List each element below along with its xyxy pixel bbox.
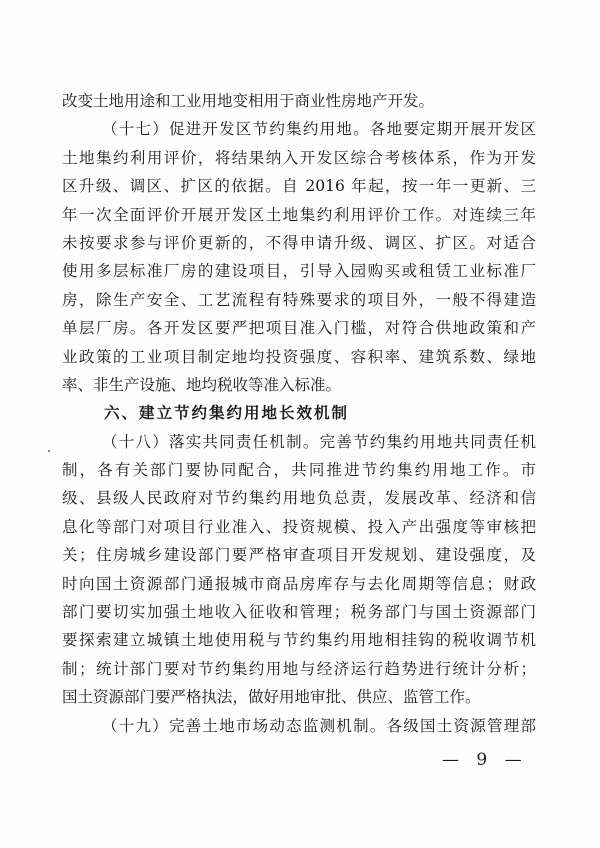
text-line	[62, 286, 536, 314]
line-text: 时向国土资源部门通报城市商品房库存与去化周期等信息；财政	[62, 574, 536, 593]
line-text: 关；住房城乡建设部门要严格审查项目开发规划、建设强度，及	[62, 546, 536, 565]
line-text: 国土资源部门要严格执法，做好用地审批、供应、监管工作。	[62, 688, 481, 707]
text-line	[62, 598, 536, 626]
text-line	[62, 314, 536, 342]
text-line	[62, 87, 536, 115]
text-line	[62, 343, 536, 371]
body-text	[62, 87, 536, 740]
text-line	[62, 257, 536, 285]
line-text: 未按要求参与评价更新的，不得申请升级、调区、扩区。对适合	[62, 233, 536, 252]
line-text: 年一次全面评价开展开发区土地集约利用评价工作。对连续三年	[62, 205, 536, 224]
text-line	[62, 541, 536, 569]
line-text: 单层厂房。各开发区要严把项目准入门槛，对符合供地政策和产	[62, 319, 536, 338]
line-text: 改变土地用途和工业用地变相用于商业性房地产开发。	[62, 92, 435, 110]
heading-text: 六、建立节约集约用地长效机制	[104, 404, 350, 423]
line-text: 区升级、调区、扩区的依据。自 2016 年起，按一年一更新、三	[62, 177, 536, 196]
paragraph-19-title-line	[62, 712, 536, 740]
line-text: 率、非生产设施、地均税收等准入标准。	[62, 375, 342, 394]
text-line	[62, 683, 536, 711]
text-line	[62, 144, 536, 172]
line-text: 制，各有关部门要协同配合，共同推进节约集约用地工作。市	[62, 461, 536, 480]
line-text: （十九）完善土地市场动态监测机制。各级国土资源管理部	[102, 716, 536, 735]
line-text: 使用多层标准厂房的建设项目，引导入园购买或租赁工业标准厂	[62, 262, 536, 281]
text-line	[62, 655, 536, 683]
text-line	[62, 513, 536, 541]
text-line	[62, 172, 536, 200]
line-text: 业政策的工业项目制定地均投资强度、容积率、建筑系数、绿地	[62, 347, 536, 366]
line-text: 制；统计部门要对节约集约用地与经济运行趋势进行统计分析；	[62, 659, 536, 678]
line-text: 土地集约利用评价，将结果纳入开发区综合考核体系，作为开发	[62, 148, 536, 167]
text-line	[62, 229, 536, 257]
text-line	[62, 371, 536, 399]
text-line	[62, 570, 536, 598]
text-line	[62, 456, 536, 484]
scan-speck	[48, 450, 50, 452]
line-text: 级、县级人民政府对节约集约用地负总责，发展改革、经济和信	[62, 489, 536, 508]
paragraph-18-title-line	[62, 428, 536, 456]
line-text: （十七）促进开发区节约集约用地。各地要定期开展开发区	[102, 120, 536, 139]
paragraph-17-title-line	[62, 115, 536, 143]
line-text: 部门要切实加强土地收入征收和管理；税务部门与国土资源部门	[62, 603, 536, 622]
section-heading	[62, 399, 536, 427]
line-text: 要探索建立城镇土地使用税与节约集约用地相挂钩的税收调节机	[62, 631, 536, 650]
page-number: — 9 —	[442, 750, 528, 770]
text-line	[62, 484, 536, 512]
line-text: 息化等部门对项目行业准入、投资规模、投入产出强度等审核把	[62, 517, 536, 536]
line-text: 房，除生产安全、工艺流程有特殊要求的项目外，一般不得建造	[62, 290, 536, 309]
text-line	[62, 626, 536, 654]
text-line	[62, 201, 536, 229]
line-text: （十八）落实共同责任机制。完善节约集约用地共同责任机	[102, 432, 536, 451]
